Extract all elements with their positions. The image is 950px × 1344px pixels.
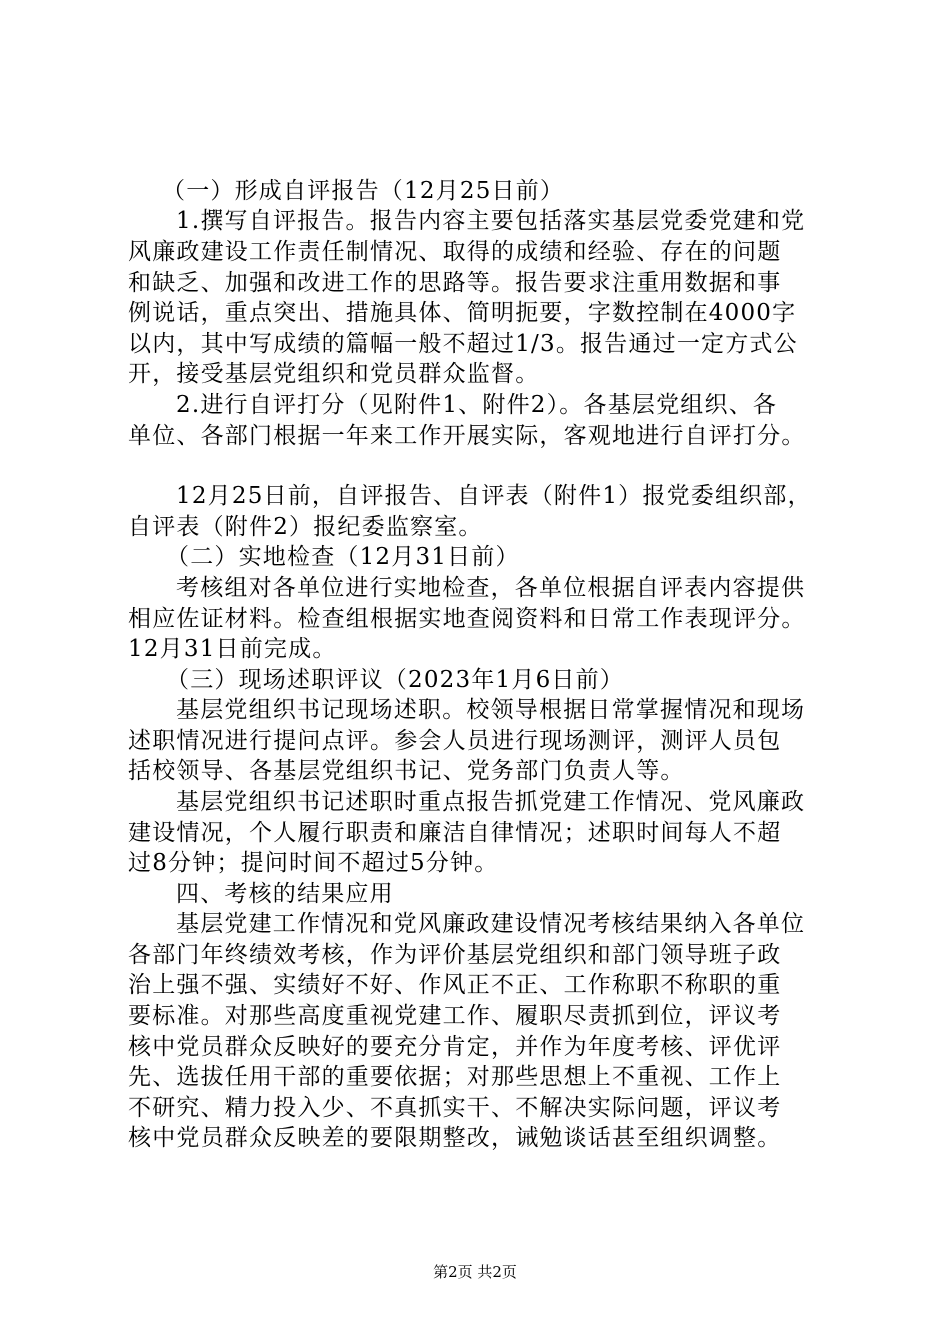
text-line: 1.撰写自评报告。报告内容主要包括落实基层党委党建和党 (176, 208, 806, 234)
text-line: 不研究、精力投入少、不真抓实干、不解决实际问题，评议考 (128, 1095, 782, 1121)
text-line: （三）现场述职评议（2023年1月6日前） (166, 667, 624, 693)
text-line: 12月25日前，自评报告、自评表（附件1）报党委组织部， (176, 483, 812, 509)
text-line: （二）实地检查（12月31日前） (166, 544, 520, 570)
text-line: 基层党组织书记现场述职。校领导根据日常掌握情况和现场 (176, 697, 806, 723)
text-line: 治上强不强、实绩好不好、作风正不正、工作称职不称职的重 (128, 972, 782, 998)
section-heading: 四、考核的结果应用 (176, 881, 394, 907)
text-line: 基层党组织书记述职时重点报告抓党建工作情况、党风廉政 (176, 789, 806, 815)
text-line: 先、选拔任用干部的重要依据；对那些思想上不重视、工作上 (128, 1064, 782, 1090)
text-line: （一）形成自评报告（12月25日前） (162, 178, 565, 204)
text-line: 以内，其中写成绩的篇幅一般不超过1/3。报告通过一定方式公 (128, 331, 798, 357)
text-line: 风廉政建设工作责任制情况、取得的成绩和经验、存在的问题 (128, 239, 782, 265)
text-line: 考核组对各单位进行实地检查，各单位根据自评表内容提供 (176, 575, 806, 601)
text-line: 自评表（附件2）报纪委监察室。 (128, 514, 483, 540)
text-line: 12月31日前完成。 (128, 636, 337, 662)
text-line: 要标准。对那些高度重视党建工作、履职尽责抓到位，评议考 (128, 1003, 782, 1029)
text-line: 单位、各部门根据一年来工作开展实际，客观地进行自评打分。 (128, 423, 806, 449)
text-line: 例说话，重点突出、措施具体、简明扼要，字数控制在4000字 (128, 300, 797, 326)
text-line: 核中党员群众反映差的要限期整改，诫勉谈话甚至组织调整。 (128, 1125, 782, 1151)
text-line: 建设情况，个人履行职责和廉洁自律情况；述职时间每人不超 (128, 820, 782, 846)
text-line: 2.进行自评打分（见附件1、附件2）。各基层党组织、各 (176, 392, 778, 418)
page-number: 第2页 共2页 (433, 1263, 517, 1281)
text-line: 相应佐证材料。检查组根据实地查阅资料和日常工作表现评分。 (128, 606, 806, 632)
text-line: 括校领导、各基层党组织书记、党务部门负责人等。 (128, 758, 685, 784)
text-line: 述职情况进行提问点评。参会人员进行现场测评，测评人员包 (128, 728, 782, 754)
text-line: 核中党员群众反映好的要充分肯定，并作为年度考核、评优评 (128, 1034, 782, 1060)
text-line: 和缺乏、加强和改进工作的思路等。报告要求注重用数据和事 (128, 270, 782, 296)
text-line: 各部门年终绩效考核，作为评价基层党组织和部门领导班子政 (128, 942, 782, 968)
text-line: 过8分钟；提问时间不超过5分钟。 (128, 850, 499, 876)
text-line: 开，接受基层党组织和党员群众监督。 (128, 361, 540, 387)
text-line: 基层党建工作情况和党风廉政建设情况考核结果纳入各单位 (176, 911, 806, 937)
